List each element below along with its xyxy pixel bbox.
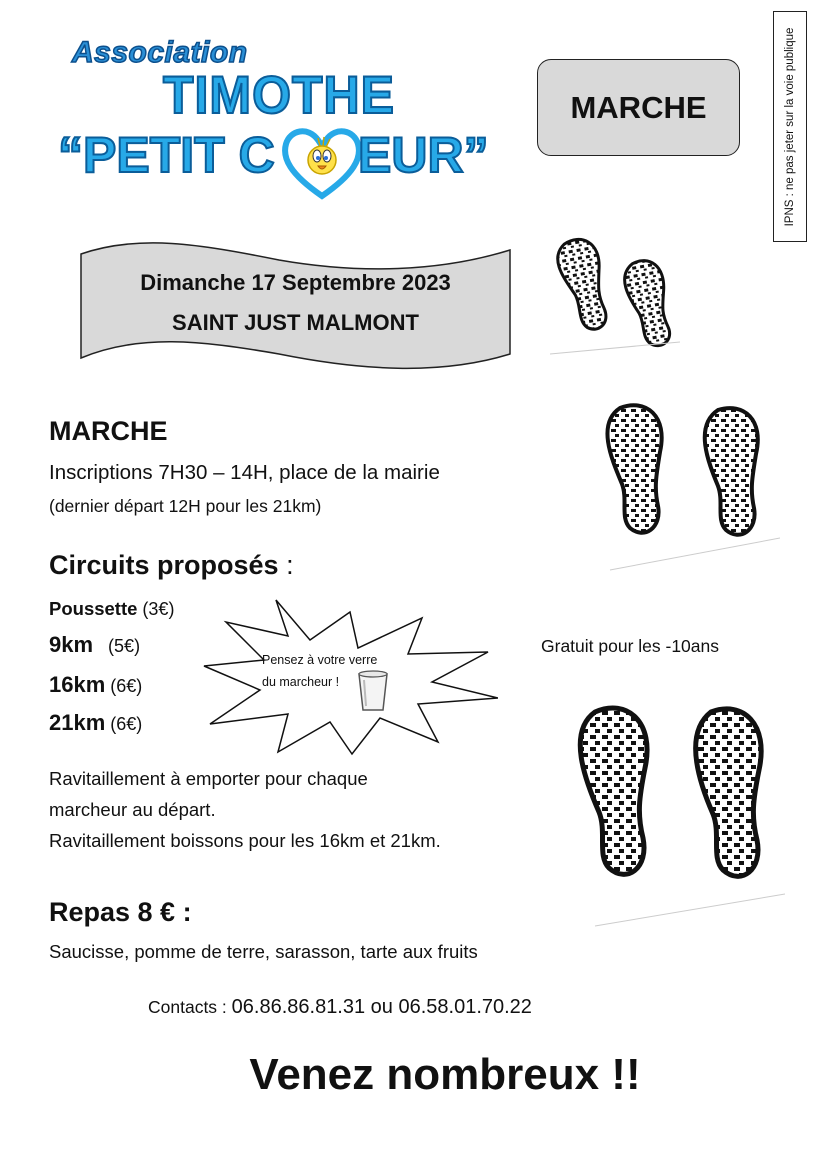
footprints-small-icon <box>550 232 680 357</box>
footprints-large-icon <box>565 698 785 930</box>
heart-bird-icon <box>280 122 364 202</box>
association-logo <box>58 30 503 200</box>
free-under-10-note: Gratuit pour les -10ans <box>541 636 720 656</box>
banner-scroll-shape <box>79 242 512 370</box>
contacts-label: Contacts : <box>148 997 232 1017</box>
logo-timothe-text: TIMOTHE <box>163 65 395 125</box>
dernier-depart-text: (dernier départ 12H pour les 21km) <box>49 496 322 516</box>
ipns-notice: IPNS : ne pas jeter sur la voie publique <box>784 27 796 226</box>
circuit-price: (3€) <box>137 599 175 619</box>
contacts-numbers: 06.86.86.81.31 ou 06.58.01.70.22 <box>231 996 532 1018</box>
circuits-heading-text: Circuits proposés <box>49 550 279 580</box>
contacts <box>148 996 532 1019</box>
event-date: Dimanche 17 Septembre 2023 <box>140 270 451 295</box>
closing-call: Venez nombreux !! <box>249 1050 641 1099</box>
logo-eur-text: EUR” <box>358 127 489 183</box>
date-banner <box>79 242 512 370</box>
starburst-callout <box>200 592 498 757</box>
burst-text-line2: du marcheur ! <box>262 675 340 689</box>
marche-title: MARCHE <box>570 89 707 125</box>
marche-title-box <box>537 59 740 156</box>
repas-heading: Repas 8 € : <box>49 897 192 927</box>
circuit-name: 9km <box>49 632 94 657</box>
logo-association-text: Association <box>72 36 248 69</box>
circuits-heading-colon: : <box>278 550 294 580</box>
circuit-item <box>49 710 142 736</box>
circuit-name: Poussette <box>49 598 138 619</box>
footprints-medium-icon <box>590 398 780 573</box>
burst-text-line1: Pensez à votre verre <box>262 653 378 667</box>
marche-heading: MARCHE <box>49 416 168 446</box>
glass-icon <box>355 670 391 714</box>
circuit-name: 21km <box>49 710 106 735</box>
repas-menu: Saucisse, pomme de terre, sarasson, tarte aux fruits <box>49 941 478 962</box>
circuits-heading <box>49 550 294 581</box>
circuit-price: (5€) <box>93 636 141 656</box>
circuit-item <box>49 672 142 698</box>
circuit-price: (6€) <box>105 714 143 734</box>
inscriptions-text: Inscriptions 7H30 – 14H, place de la mairie <box>49 461 440 484</box>
circuit-price: (6€) <box>105 676 143 696</box>
event-place: SAINT JUST MALMONT <box>172 310 419 335</box>
circuit-name: 16km <box>49 672 106 697</box>
circuit-item <box>49 598 174 620</box>
ipns-notice-box <box>773 11 807 242</box>
logo-petit-text: “PETIT C <box>58 127 275 183</box>
ravitaillement-line2: marcheur au départ. <box>49 799 216 820</box>
ravitaillement-line3: Ravitaillement boissons pour les 16km et 21km. <box>49 830 441 851</box>
ravitaillement-line1: Ravitaillement à emporter pour chaque <box>49 768 368 789</box>
circuit-item <box>49 632 140 658</box>
